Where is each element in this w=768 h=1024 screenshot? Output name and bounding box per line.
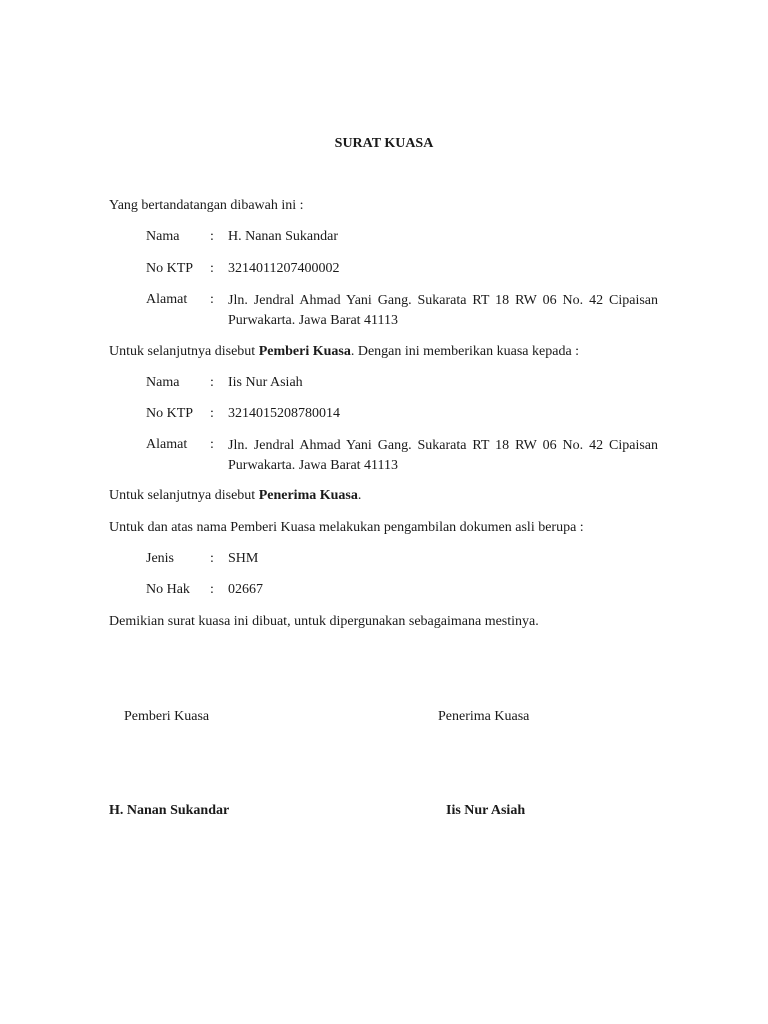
intro-text: Yang bertandatangan dibawah ini :: [109, 198, 304, 213]
receiver-name-label: Nama: [146, 375, 180, 390]
signature-right-role: Penerima Kuasa: [438, 709, 530, 724]
giver-address-label: Alamat: [146, 292, 188, 307]
giver-statement-after: . Dengan ini memberikan kuasa kepada :: [350, 344, 580, 359]
colon: :: [210, 375, 214, 390]
colon: :: [210, 229, 214, 244]
giver-statement-role: Pemberi Kuasa: [258, 344, 351, 359]
receiver-statement: [109, 487, 361, 505]
giver-statement-before: Untuk selanjutnya disebut: [109, 344, 259, 359]
giver-name-value: H. Nanan Sukandar: [228, 229, 339, 244]
colon: :: [210, 582, 214, 597]
colon: :: [210, 437, 214, 452]
giver-statement: [109, 343, 579, 361]
receiver-address-label: Alamat: [146, 437, 188, 452]
signature-left-role: Pemberi Kuasa: [124, 709, 210, 724]
signature-left-name: H. Nanan Sukandar: [109, 803, 230, 818]
colon: :: [210, 292, 214, 307]
receiver-statement-role: Penerima Kuasa: [258, 488, 358, 503]
document-type-label: Jenis: [146, 551, 174, 566]
receiver-statement-after: .: [357, 488, 362, 503]
colon: :: [210, 551, 214, 566]
giver-address-value: Jln. Jendral Ahmad Yani Gang. Sukarata RT 18 RW 06 No. 42 Cipaisan Purwakarta. Jawa Barat 41113: [228, 293, 658, 328]
document-number-value: 02667: [228, 582, 263, 597]
purpose-text: Untuk dan atas nama Pemberi Kuasa melakukan pengambilan dokumen asli berupa :: [109, 520, 584, 535]
receiver-ktp-label: No KTP: [146, 406, 194, 421]
document-type-value: SHM: [228, 551, 259, 566]
giver-ktp-label: No KTP: [146, 261, 194, 276]
letter-title: SURAT KUASA: [334, 136, 434, 151]
signature-right-name: Iis Nur Asiah: [446, 803, 526, 818]
colon: :: [210, 261, 214, 276]
receiver-ktp-value: 3214015208780014: [228, 406, 340, 421]
receiver-name-value: Iis Nur Asiah: [228, 375, 303, 390]
giver-ktp-value: 3214011207400002: [228, 261, 340, 276]
closing-text: Demikian surat kuasa ini dibuat, untuk dipergunakan sebagaimana mestinya.: [109, 614, 539, 629]
receiver-statement-before: Untuk selanjutnya disebut: [109, 488, 259, 503]
colon: :: [210, 406, 214, 421]
document-number-label: No Hak: [146, 582, 190, 597]
receiver-address-value: Jln. Jendral Ahmad Yani Gang. Sukarata RT 18 RW 06 No. 42 Cipaisan Purwakarta. Jawa Barat 41113: [228, 438, 658, 473]
giver-name-label: Nama: [146, 229, 180, 244]
